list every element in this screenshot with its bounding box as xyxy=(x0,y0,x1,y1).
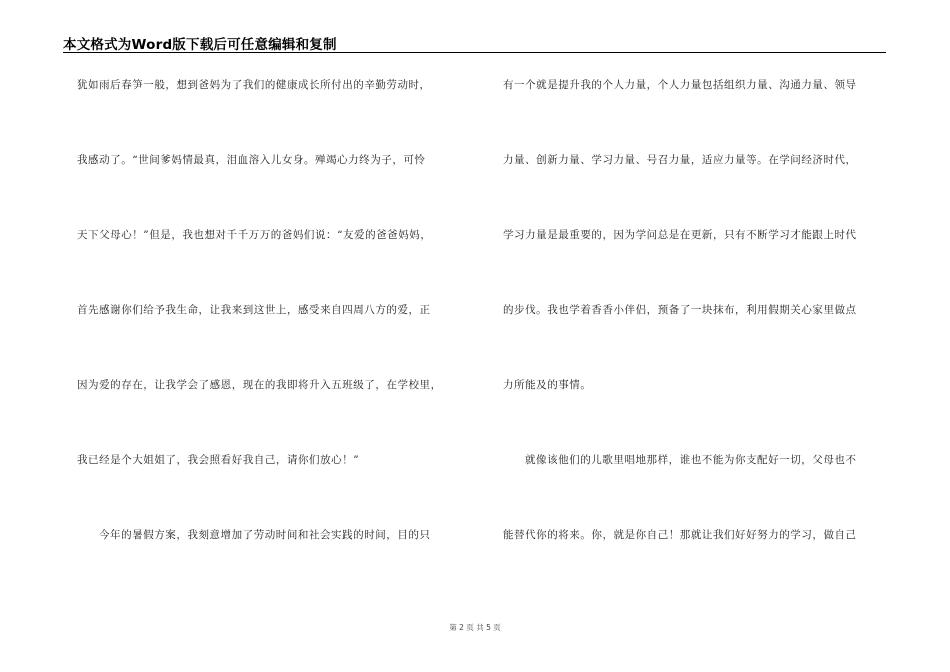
text-line: 我已经是个大姐姐了，我会照看好我自己，请你们放心！” xyxy=(77,454,360,466)
text-line: 能替代你的将来。你，就是你自己！那就让我们好好努力的学习，做自己 xyxy=(503,529,857,541)
text-line: 力量、创新力量、学习力量、号召力量，适应力量等。在学问经济时代， xyxy=(503,154,857,166)
text-line: 我感动了。“世间爹妈情最真，泪血溶入儿女身。殚竭心力终为子，可怜 xyxy=(77,154,426,166)
text-line: 有一个就是提升我的个人力量，个人力量包括组织力量、沟通力量、领导 xyxy=(503,79,857,91)
document-header-title: 本文格式为Word版下载后可任意编辑和复制 xyxy=(63,37,337,53)
paragraph-first-line: 今年的暑假方案，我刻意增加了劳动时间和社会实践的时间，目的只 xyxy=(99,529,431,541)
paragraph-first-line: 就像该他们的儿歌里唱地那样，谁也不能为你支配好一切，父母也不 xyxy=(525,454,857,466)
text-line: 力所能及的事情。 xyxy=(503,379,592,391)
text-line: 因为爱的存在，让我学会了感恩，现在的我即将升入五班级了，在学校里， xyxy=(77,379,442,391)
text-line: 首先感谢你们给予我生命，让我来到这世上，感受来自四周八方的爱，正 xyxy=(77,304,431,316)
text-line: 天下父母心！”但是，我也想对千千万万的爸妈们说：“友爱的爸爸妈妈， xyxy=(77,229,432,241)
text-line: 的步伐。我也学着香香小伴侣，预备了一块抹布，利用假期关心家里做点 xyxy=(503,304,857,316)
text-line: 学习力量是最重要的，因为学问总是在更新，只有不断学习才能跟上时代 xyxy=(503,229,857,241)
header-divider xyxy=(63,52,886,53)
text-line: 犹如雨后春笋一般，想到爸妈为了我们的健康成长所付出的辛勤劳动时， xyxy=(77,79,431,91)
page-number-footer: 第 2 页 共 5 页 xyxy=(449,623,501,632)
